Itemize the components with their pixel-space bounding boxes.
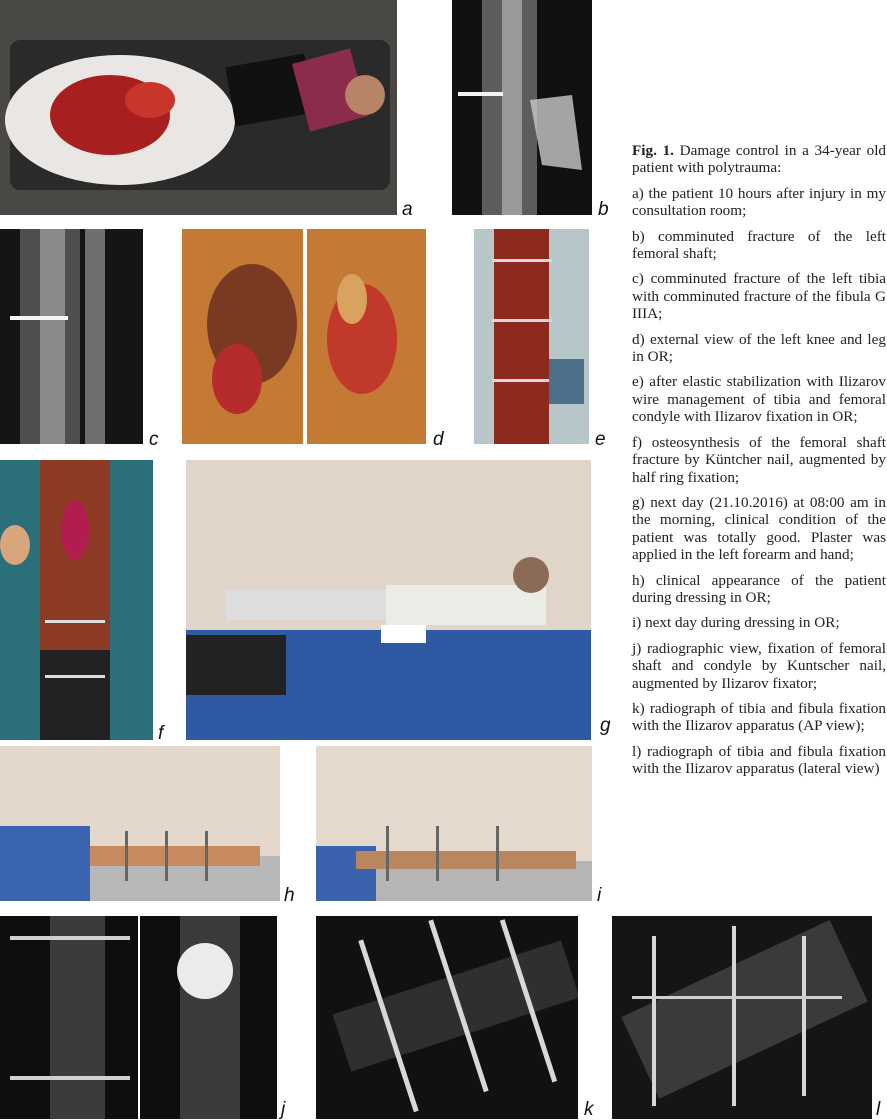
photo-d-image bbox=[182, 229, 426, 444]
xray-b-image bbox=[452, 0, 592, 215]
panel-label-j: j bbox=[281, 1099, 286, 1120]
photo-f-image bbox=[0, 460, 153, 740]
figure-caption bbox=[632, 142, 886, 786]
caption-title bbox=[632, 142, 886, 177]
caption-item-d: d) external view of the left knee and leg in OR; bbox=[632, 330, 886, 366]
panel-label-k: k bbox=[584, 1099, 594, 1120]
caption-title-text: Damage control in a 34-year old patient with polytrauma: bbox=[632, 142, 887, 177]
panel-label-g: g bbox=[600, 715, 611, 736]
caption-item-b: b) comminuted fracture of the left femoral shaft; bbox=[632, 227, 886, 263]
photo-panel-g bbox=[186, 460, 591, 740]
photo-i-image bbox=[316, 746, 592, 901]
photo-panel-f bbox=[0, 460, 153, 740]
caption-item-h: h) clinical appearance of the patient during dressing in OR; bbox=[632, 571, 886, 606]
caption-item-i: i) next day during dressing in OR; bbox=[632, 614, 840, 632]
panel-label-d: d bbox=[433, 429, 444, 450]
caption-item-c: c) comminuted fracture of the left tibia with comminuted fracture of the fibula G IIIA; bbox=[632, 270, 886, 323]
xray-panel-k bbox=[316, 916, 578, 1119]
photo-panel-a bbox=[0, 0, 397, 215]
xray-panel-b bbox=[452, 0, 592, 215]
caption-item-a: a) the patient 10 hours after injury in my consultation room; bbox=[632, 184, 886, 220]
xray-panel-c bbox=[0, 229, 143, 444]
photo-panel-i bbox=[316, 746, 592, 901]
photo-a-image bbox=[0, 0, 397, 215]
xray-panel-j bbox=[0, 916, 277, 1119]
panel-label-b: b bbox=[598, 199, 609, 220]
panel-label-l: l bbox=[876, 1099, 881, 1120]
photo-panel-h bbox=[0, 746, 280, 901]
panel-label-f: f bbox=[158, 723, 164, 744]
panel-label-h: h bbox=[284, 885, 295, 906]
caption-item-g: g) next day (21.10.2016) at 08:00 am in the morning, clinical condition of the patient was totally good. Plaster was applied in the left forearm and hand; bbox=[632, 493, 886, 564]
caption-item-k: k) radiograph of tibia and fibula fixation with the Ilizarov apparatus (AP view); bbox=[632, 699, 886, 735]
panel-label-e: e bbox=[595, 429, 606, 450]
photo-panel-d bbox=[182, 229, 426, 444]
caption-item-e: e) after elastic stabilization with Ilizarov wire management of tibia and femoral condyle with Ilizarov fixation in OR; bbox=[632, 373, 886, 426]
caption-item-l: l) radiograph of tibia and fibula fixation with the Ilizarov apparatus (lateral view) bbox=[632, 742, 886, 778]
xray-l-image bbox=[612, 916, 872, 1119]
photo-g-image bbox=[186, 460, 591, 740]
photo-h-image bbox=[0, 746, 280, 901]
caption-item-f: f) osteosynthesis of the femoral shaft fracture by Küntcher nail, augmented by half ring fixation; bbox=[632, 433, 886, 486]
panel-label-c: c bbox=[149, 429, 159, 450]
panel-label-i: i bbox=[597, 885, 602, 906]
caption-fig-label: Fig. 1. bbox=[632, 142, 674, 159]
xray-c-image bbox=[0, 229, 143, 444]
photo-panel-e bbox=[474, 229, 589, 444]
photo-e-image bbox=[474, 229, 589, 444]
xray-j-image bbox=[0, 916, 277, 1119]
panel-label-a: a bbox=[402, 199, 413, 220]
xray-panel-l bbox=[612, 916, 872, 1119]
caption-item-j: j) radiographic view, fixation of femoral shaft and condyle by Kuntscher nail, augmented by Ilizarov fixator; bbox=[632, 639, 886, 692]
xray-k-image bbox=[316, 916, 578, 1119]
